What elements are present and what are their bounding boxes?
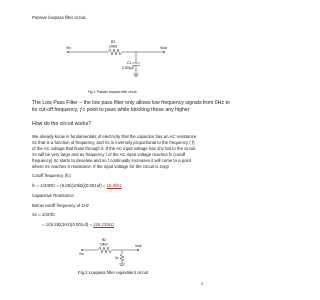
cutoff-label: Cutoff frequency (fc) — [32, 173, 71, 178]
fig2-input-terminal — [81, 249, 83, 251]
explanation-line-1: We already know in fundamentals of electricity that the capacitor has an AC resistance — [32, 134, 197, 139]
intro-line-2: its cut-off frequency, ƒc point to pass while blocking those any higher — [32, 107, 190, 113]
cutoff-result: 15.9khz — [106, 183, 122, 188]
explanation-line-3: of the AC voltage that flows through it. If the AC input voltage has 1hz hat to the circuit — [32, 146, 196, 151]
fig1-capacitor-name: C1 — [127, 61, 132, 65]
xc-formula: Xc = 1/2πfC — [32, 212, 56, 217]
below-cutoff-label: Below cutoff frequency of 1Hz — [32, 203, 90, 208]
cutoff-formula-text: fc = 1/2πRC = (6.28)(10kΩ)(0.001uf) = — [32, 183, 107, 188]
capacitive-reactance-label: Capacitive Reactance — [32, 193, 74, 198]
explanation-line-6: where Xc reaches 0 resistance. If the input voltage for the circuit is 2vpp — [32, 164, 169, 169]
output-terminal — [163, 51, 165, 53]
fig1-lowpass-schematic — [60, 38, 180, 86]
explanation-line-4: Xc will be very large and as frequency f of the AC input voltage reaches fc (cutoff — [32, 152, 186, 157]
fig2-input-label: Vin — [79, 252, 84, 256]
xc-calculation-text: = 1/(6.28)(1Hz)(0.001uf) = — [42, 222, 94, 227]
fig2-xc-label: Xc — [115, 256, 119, 260]
section-heading: Passive lowpass filter circuit. — [32, 15, 87, 20]
explanation-line-5: frequency) Xc starts to decease and so f continually increases it will come to a point — [32, 158, 192, 163]
intro-line-1: The Low Pass Filter – the low pass filter only allows low frequency signals from 0Hz to — [32, 100, 230, 106]
fig2-caption: Fig.2 Lowpass filter equivalent circuit — [78, 270, 149, 275]
fig1-output-label: Vout — [160, 46, 167, 50]
xc-calculation — [42, 223, 114, 227]
fig1-caption: Fig.1: Passive lowpass filter circuit — [88, 90, 137, 94]
question-heading: How do the circuit works? — [32, 121, 92, 127]
cutoff-formula — [32, 184, 122, 188]
xc-result: 159.235kΩ — [93, 222, 115, 227]
fig1-input-label: Vin — [66, 46, 71, 50]
fig2-output-label: Vout — [135, 244, 142, 248]
page-number: 3 — [201, 282, 203, 286]
input-terminal — [67, 51, 69, 53]
fig2-resistor-name: R2 — [102, 238, 107, 242]
fig2-equivalent-schematic — [78, 236, 158, 268]
explanation-line-2: Xc that is a function of frequency, and Xc is inversely proportional to the frequency ( f) — [32, 140, 195, 145]
fig2-output-terminal — [137, 249, 139, 251]
fig2-resistor-value: 10kΩ — [100, 242, 108, 247]
fig1-resistor-name: R2 — [111, 40, 116, 44]
fig1-resistor-value: 10kΩ — [109, 44, 118, 49]
fig1-capacitor-value: 0.001µF — [122, 66, 135, 70]
